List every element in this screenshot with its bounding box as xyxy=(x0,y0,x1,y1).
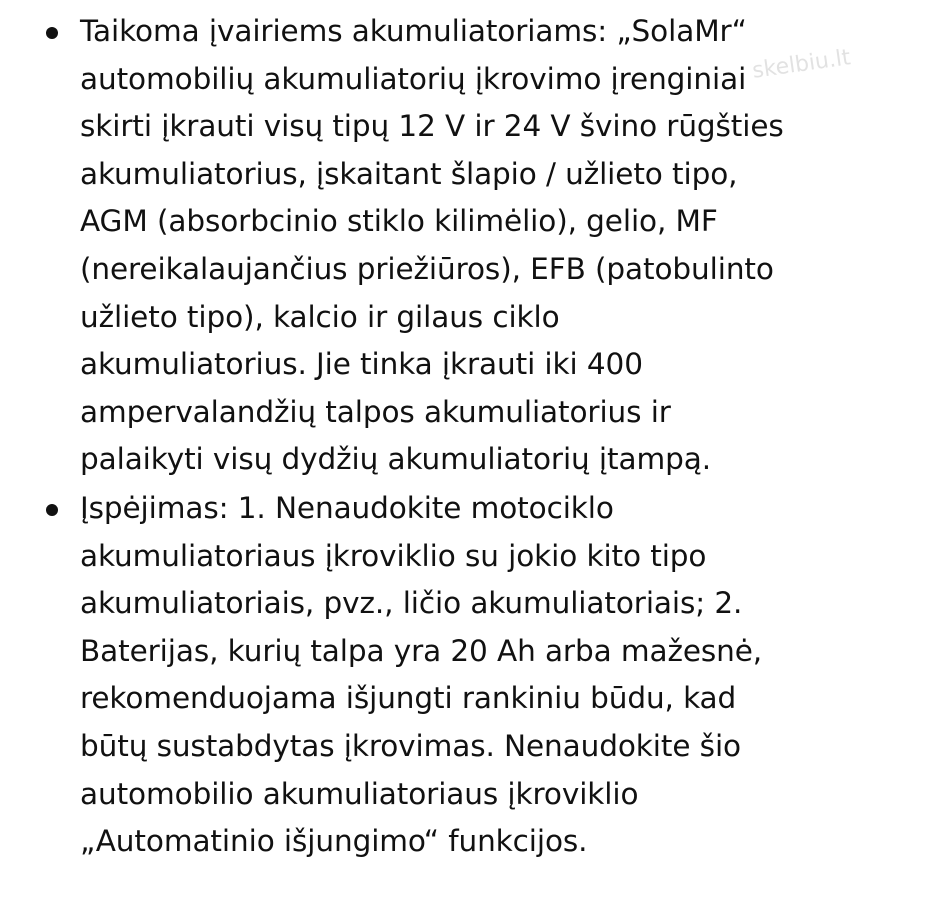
text-line: Baterijas, kurių talpa yra 20 Ah arba mažesnė, xyxy=(80,633,763,668)
text-line: akumuliatoriaus įkroviklio su jokio kito tipo xyxy=(80,538,707,573)
text-line: ampervalandžių talpos akumuliatorius ir xyxy=(80,394,671,429)
text-line: rekomenduojama išjungti rankiniu būdu, kad xyxy=(80,681,737,716)
watermark: skelbiu.lt xyxy=(750,45,853,84)
text-line: Įspėjimas: 1. Nenaudokite motociklo xyxy=(80,490,614,525)
text-line: užlieto tipo), kalcio ir gilaus ciklo xyxy=(80,299,560,334)
text-line: akumuliatorius. Jie tinka įkrauti iki 400 xyxy=(80,347,643,382)
bullet-list xyxy=(0,8,944,866)
bullet-icon xyxy=(46,504,58,516)
text-line: automobilių akumuliatorių įkrovimo įrenginiai xyxy=(80,61,747,96)
text-line: (nereikalaujančius priežiūros), EFB (patobulinto xyxy=(80,251,774,286)
text-line: palaikyti visų dydžių akumuliatorių įtampą. xyxy=(80,442,711,477)
text-line: „Automatinio išjungimo“ funkcijos. xyxy=(80,824,588,859)
text-line: skirti įkrauti visų tipų 12 V ir 24 V švino rūgšties xyxy=(80,109,784,144)
text-line: Taikoma įvairiems akumuliatoriams: „SolaMr“ xyxy=(80,14,747,48)
text-line: akumuliatorius, įskaitant šlapio / užlieto tipo, xyxy=(80,156,738,191)
list-item-compatibility xyxy=(0,8,944,484)
text-line: būtų sustabdytas įkrovimas. Nenaudokite šio xyxy=(80,728,741,763)
text-line: AGM (absorbcinio stiklo kilimėlio), gelio, MF xyxy=(80,204,718,239)
text-line: automobilio akumuliatoriaus įkroviklio xyxy=(80,776,639,811)
text-line: akumuliatoriais, pvz., ličio akumuliatoriais; 2. xyxy=(80,586,743,621)
list-item-warning xyxy=(0,485,944,866)
bullet-icon xyxy=(46,27,58,39)
